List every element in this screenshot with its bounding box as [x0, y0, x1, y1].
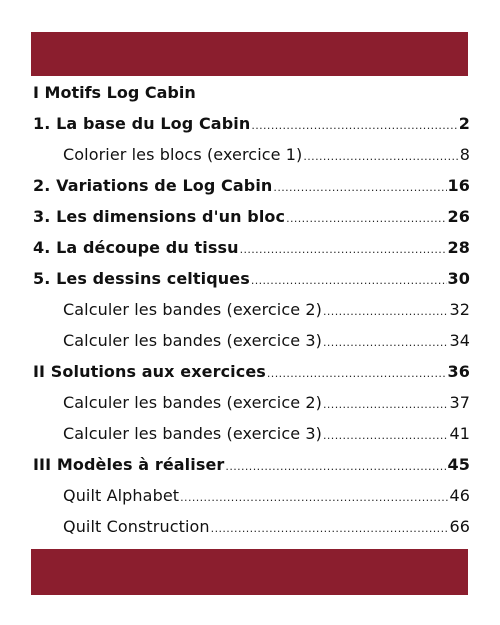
toc-entry[interactable]	[33, 455, 470, 477]
toc-entry-page: 34	[449, 331, 470, 350]
toc-entry-label: 1. La base du Log Cabin	[33, 114, 251, 133]
dot-leader	[251, 271, 447, 291]
toc-entry-page: 16	[447, 176, 470, 195]
toc-entry-label: 2. Variations de Log Cabin	[33, 176, 273, 195]
toc-entry-page: 66	[449, 517, 470, 536]
toc-entry-page: 32	[449, 300, 470, 319]
dot-leader	[225, 457, 446, 477]
toc-entry[interactable]	[63, 517, 470, 539]
toc-entry[interactable]	[63, 331, 470, 353]
toc-entry[interactable]	[63, 486, 470, 508]
toc-entry[interactable]	[33, 269, 470, 291]
toc-entry-label: II Solutions aux exercices	[33, 362, 266, 381]
toc-entry-label: Calculer les bandes (exercice 3)	[63, 424, 322, 443]
toc-entry[interactable]	[33, 238, 470, 260]
dot-leader	[323, 302, 448, 322]
dot-leader	[323, 426, 448, 446]
toc-entry-label: Calculer les bandes (exercice 2)	[63, 300, 322, 319]
toc-entry-label: 4. La découpe du tissu	[33, 238, 239, 257]
toc-entry-label: III Modèles à réaliser	[33, 455, 225, 474]
toc-entry-label: Calculer les bandes (exercice 2)	[63, 393, 322, 412]
toc-entry-page: 36	[447, 362, 470, 381]
toc-entry-page: 2	[458, 114, 470, 133]
dot-leader	[286, 209, 446, 229]
toc-entry-label: Quilt Alphabet	[63, 486, 180, 505]
dot-leader	[240, 240, 447, 260]
toc-entry-label: Quilt Construction	[63, 517, 210, 536]
toc-entry-page: 30	[447, 269, 470, 288]
toc-entry[interactable]	[63, 145, 470, 167]
toc-entry[interactable]	[33, 362, 470, 384]
toc-entry-page: 8	[459, 145, 470, 164]
dot-leader	[267, 364, 447, 384]
toc-entry-label: Calculer les bandes (exercice 3)	[63, 331, 322, 350]
toc-entry-page: 26	[447, 207, 470, 226]
toc-entry[interactable]	[33, 176, 470, 198]
toc-entry-label: 3. Les dimensions d'un bloc	[33, 207, 286, 226]
dot-leader	[211, 519, 449, 539]
toc-entry-page: 41	[449, 424, 470, 443]
toc-entry[interactable]	[33, 207, 470, 229]
toc-entry[interactable]	[33, 114, 470, 136]
dot-leader	[303, 147, 458, 167]
dot-leader	[323, 333, 448, 353]
toc-entry-label: Colorier les blocs (exercice 1)	[63, 145, 303, 164]
dot-leader	[251, 116, 457, 136]
toc-entry-page: 37	[449, 393, 470, 412]
bottom-decorative-band	[31, 549, 468, 595]
dot-leader	[323, 395, 448, 415]
toc-entry-page: 45	[447, 455, 470, 474]
toc-entry[interactable]	[63, 300, 470, 322]
toc-entry[interactable]	[63, 424, 470, 446]
dot-leader	[180, 488, 448, 508]
dot-leader	[273, 178, 446, 198]
toc-entry-label: 5. Les dessins celtiques	[33, 269, 250, 288]
section-heading: I Motifs Log Cabin	[33, 83, 196, 102]
toc-entry-page: 28	[447, 238, 470, 257]
toc-entry-page: 46	[449, 486, 470, 505]
toc-entry[interactable]	[63, 393, 470, 415]
